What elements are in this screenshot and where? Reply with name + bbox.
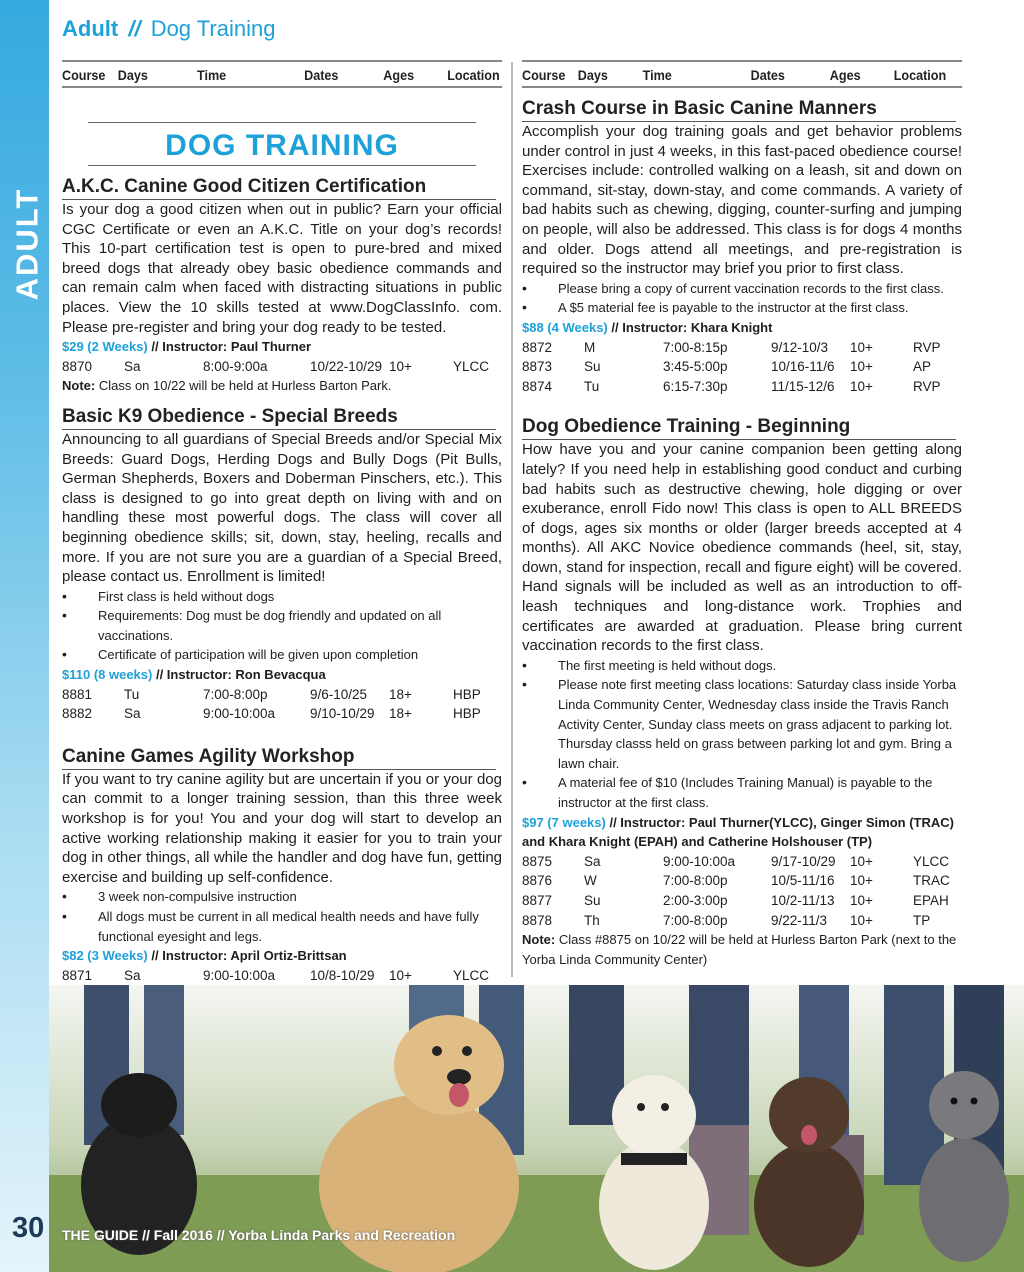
course-days: W <box>584 873 597 889</box>
column-divider <box>511 62 513 977</box>
schedule-row <box>522 891 962 911</box>
course-section <box>62 406 502 724</box>
course-title: Dog Obedience Training - Beginning <box>522 416 956 440</box>
course-time: 6:15-7:30p <box>663 378 728 394</box>
price: $97 (7 weeks) <box>522 814 606 830</box>
price: $88 (4 Weeks) <box>522 319 608 335</box>
section-tab <box>10 188 44 300</box>
course-title: Basic K9 Obedience - Special Breeds <box>62 406 496 430</box>
course-days: Sa <box>124 358 141 374</box>
course-ages: 10+ <box>850 339 873 355</box>
instructor: // Instructor: Paul Thurner(YLCC), Ginger Simon (TRAC) and Khara Knight (EPAH) and Catherine Holshouser (TP) <box>522 814 954 850</box>
schedule-row <box>522 871 962 891</box>
course-location: TP <box>913 912 931 928</box>
schedule-row <box>522 338 962 358</box>
course-days: Tu <box>124 686 140 702</box>
course-time: 8:00-9:00a <box>203 358 268 374</box>
course-ages: 10+ <box>389 967 412 983</box>
schedule-row <box>522 377 962 397</box>
instructor: // Instructor: Paul Thurner <box>147 339 312 355</box>
col-days: Days <box>117 67 148 83</box>
course-title: Crash Course in Basic Canine Manners <box>522 98 956 122</box>
bullet-item: • A $5 material fee is payable to the instructor at the first class. <box>522 298 962 318</box>
side-bar <box>0 0 49 1272</box>
course-number: 8877 <box>522 892 553 908</box>
course-dates: 10/2-11/13 <box>771 892 835 908</box>
col-course: Course <box>62 67 106 83</box>
schedule-row <box>522 911 962 931</box>
course-description: Is your dog a good citizen when out in public? Earn your official CGC Certificate or even an A.K.C. Title on your dog’s records! This 10-part certification test is open to pure-bred and mixed breed dogs that already obey basic obedience commands and can remain calm when faced with distracting situations in public places. View the 10 skills tested at www.DogClassInfo. com. Please pre-register and bring your dog ready to be tested. <box>62 201 502 336</box>
note-label: Note: <box>62 378 96 394</box>
page-number: 30 <box>12 1212 45 1244</box>
course-time: 7:00-8:00p <box>203 686 268 702</box>
col-ages: Ages <box>829 67 861 83</box>
course-location: HBP <box>453 686 481 702</box>
bullet-item: • Please note first meeting class locations: Saturday class inside Yorba Linda Community Center, Wednesday class inside the Travis Ranch Activity Center, Sunday class meets on grass adjacent to parking lot. Thursday classs held on grass between parking lot and gym. Bring a lawn chair. <box>522 675 962 773</box>
course-section <box>62 746 502 1005</box>
price: $110 (8 weeks) <box>62 667 153 683</box>
course-location: HBP <box>453 706 481 722</box>
bullet-item: • All dogs must be current in all medical health needs and have fully functional eyesight and legs. <box>62 907 502 946</box>
course-dates: 10/8-10/29 <box>310 967 375 983</box>
left-column <box>62 60 502 1005</box>
schedule-row <box>62 685 502 705</box>
bullet-item: • 3 week non-compulsive instruction <box>62 887 502 907</box>
schedule-row <box>62 704 502 724</box>
course-ages: 10+ <box>850 853 873 869</box>
course-title: A.K.C. Canine Good Citizen Certification <box>62 176 496 200</box>
bullet-item: • Requirements: Dog must be dog friendly and updated on all vaccinations. <box>62 606 502 645</box>
course-dates: 9/10-10/29 <box>310 706 375 722</box>
price: $82 (3 Weeks) <box>62 948 148 964</box>
instructor: // Instructor: April Ortiz-Brittsan <box>147 948 347 964</box>
course-description: Accomplish your dog training goals and get behavior problems under control in just 4 weeks, in this fast-paced obedience course! Exercises include: controlled walking on a leash, sit and down on command, sit-stay, down-stay, and come commands. A variety of bad habits such as chewing, digging, counter-surfing and jumping on people, will also be addressed. This class is for dogs 4 months and older. Dogs attend all meetings, and pre-registration is required so the instructor may brief you prior to first class. <box>522 123 962 278</box>
course-ages: 10+ <box>850 873 873 889</box>
course-dates: 10/22-10/29 <box>310 358 383 374</box>
course-days: Tu <box>584 378 600 394</box>
course-days: Su <box>584 892 601 908</box>
col-location: Location <box>893 67 947 83</box>
header-category: Adult <box>62 16 119 41</box>
course-ages: 10+ <box>850 892 873 908</box>
schedule-row <box>522 357 962 377</box>
course-bullets <box>522 279 962 318</box>
header-subcategory: Dog Training <box>150 16 276 41</box>
price: $29 (2 Weeks) <box>62 339 148 355</box>
price-line <box>522 813 962 852</box>
course-dates: 10/16-11/6 <box>771 359 835 375</box>
note-text: Class on 10/22 will be held at Hurless Barton Park. <box>95 378 392 394</box>
course-dates: 9/12-10/3 <box>771 339 829 355</box>
bullet-item: • Please bring a copy of current vaccination records to the first class. <box>522 279 962 299</box>
course-time: 3:45-5:00p <box>663 359 728 375</box>
course-dates: 9/6-10/25 <box>310 686 368 702</box>
course-description: Announcing to all guardians of Special Breeds and/or Special Mix Breeds: Guard Dogs, Herding Dogs and Bully Dogs (Pit Bulls, German Shepherds, Boxers and Doberman Pinschers, etc.). This class is designed to go into great depth on living with and on handling these most powerful dogs. The class will cover all beginning obedience skills; sit, down, stay, heeling, recalls and more. If you are not sure you are a guardian of a Special Breed, please contact us. Enrollment is limited! <box>62 430 502 586</box>
course-location: YLCC <box>453 358 490 374</box>
price-line <box>62 665 502 685</box>
right-column <box>522 60 962 969</box>
course-number: 8871 <box>62 967 93 983</box>
bullet-item: • First class is held without dogs <box>62 587 502 607</box>
course-time: 2:00-3:00p <box>663 892 728 908</box>
instructor: // Instructor: Khara Knight <box>607 319 773 335</box>
course-location: RVP <box>913 339 941 355</box>
header-separator: // <box>128 16 141 41</box>
course-description: If you want to try canine agility but are uncertain if you or your dog can commit to a longer training session, than this three week workshop is for you! You and your dog will start to develop an active working relationship making it easier for you to train your dog in other things, all while the handler and dog have fun, getting exercise and building up self-confidence. <box>62 770 502 886</box>
course-number: 8873 <box>522 359 553 375</box>
bullet-item: • A material fee of $10 (Includes Training Manual) is payable to the instructor at the first class. <box>522 773 962 812</box>
course-dates: 11/15-12/6 <box>771 378 835 394</box>
course-title: Canine Games Agility Workshop <box>62 746 496 770</box>
course-days: Sa <box>124 967 141 983</box>
col-ages: Ages <box>383 67 415 83</box>
course-time: 7:00-8:15p <box>663 339 728 355</box>
course-time: 9:00-10:00a <box>203 706 276 722</box>
course-time: 7:00-8:00p <box>663 873 728 889</box>
course-number: 8874 <box>522 378 553 394</box>
course-days: Su <box>584 359 601 375</box>
course-location: YLCC <box>913 853 950 869</box>
bullet-item: • The first meeting is held without dogs. <box>522 656 962 676</box>
col-time: Time <box>642 67 672 83</box>
course-location: YLCC <box>453 967 490 983</box>
course-location: TRAC <box>913 873 950 889</box>
price-line <box>62 337 502 357</box>
section-tab-label: ADULT <box>9 187 45 301</box>
course-location: RVP <box>913 378 941 394</box>
page-header <box>62 16 275 42</box>
course-dates: 9/22-11/3 <box>771 912 828 928</box>
col-dates: Dates <box>304 67 339 83</box>
course-number: 8882 <box>62 706 93 722</box>
note-label: Note: <box>522 932 556 948</box>
course-section <box>522 416 962 969</box>
price-line <box>62 946 502 966</box>
course-ages: 10+ <box>850 378 873 394</box>
course-dates: 9/17-10/29 <box>771 853 836 869</box>
course-ages: 10+ <box>389 358 412 374</box>
course-location: EPAH <box>913 892 949 908</box>
course-ages: 18+ <box>389 686 412 702</box>
course-time: 7:00-8:00p <box>663 912 728 928</box>
course-number: 8878 <box>522 912 553 928</box>
page-footer: THE GUIDE // Fall 2016 // Yorba Linda Parks and Recreation <box>62 1227 456 1243</box>
schedule-header <box>522 60 962 88</box>
course-days: Sa <box>584 853 601 869</box>
course-bullets <box>62 587 502 665</box>
course-section <box>522 98 962 396</box>
course-ages: 18+ <box>389 706 412 722</box>
course-days: Sa <box>124 706 141 722</box>
course-ages: 10+ <box>850 912 873 928</box>
course-days: M <box>584 339 596 355</box>
course-number: 8870 <box>62 358 93 374</box>
schedule-row <box>62 357 502 377</box>
course-time: 9:00-10:00a <box>663 853 736 869</box>
col-dates: Dates <box>750 67 785 83</box>
course-note <box>62 376 502 396</box>
course-note <box>522 930 962 969</box>
schedule-row <box>62 966 502 986</box>
course-section <box>62 176 502 396</box>
page-title: DOG TRAINING <box>88 122 476 166</box>
bullet-item: • Certificate of participation will be given upon completion <box>62 645 502 665</box>
col-location: Location <box>447 67 500 83</box>
course-days: Th <box>584 912 600 928</box>
course-location: AP <box>913 359 932 375</box>
schedule-row <box>522 852 962 872</box>
price-line <box>522 318 962 338</box>
course-number: 8876 <box>522 873 553 889</box>
course-bullets <box>62 887 502 946</box>
course-number: 8881 <box>62 686 93 702</box>
instructor: // Instructor: Ron Bevacqua <box>152 667 326 683</box>
course-time: 9:00-10:00a <box>203 967 276 983</box>
course-number: 8872 <box>522 339 553 355</box>
col-time: Time <box>197 67 227 83</box>
course-ages: 10+ <box>850 359 873 375</box>
course-number: 8875 <box>522 853 553 869</box>
course-bullets <box>522 656 962 813</box>
schedule-header <box>62 60 502 88</box>
course-description: How have you and your canine companion been getting along lately? If you need help in establishing good conduct and curbing bad habits such as destructive chewing, hole digging or over exuberance, enroll Fido now! This class is open to ALL BREEDS of dogs, ages six months or older (larger breeds accepted at 4 months). All AKC Novice obedience commands (heel, sit, stay, down, stand for inspection, recall and figure eight) will be covered. Hand signals will be included as well as an introduction to off-leash techniques and long-distance work. Trophies and certificates are awarded at graduation. Please bring current vaccination records to the first class. <box>522 441 962 655</box>
course-dates: 10/5-11/16 <box>771 873 835 889</box>
col-course: Course <box>522 67 566 83</box>
note-text: Class #8875 on 10/22 will be held at Hurless Barton Park (next to the Yorba Linda Community Center) <box>522 932 957 967</box>
col-days: Days <box>577 67 608 83</box>
